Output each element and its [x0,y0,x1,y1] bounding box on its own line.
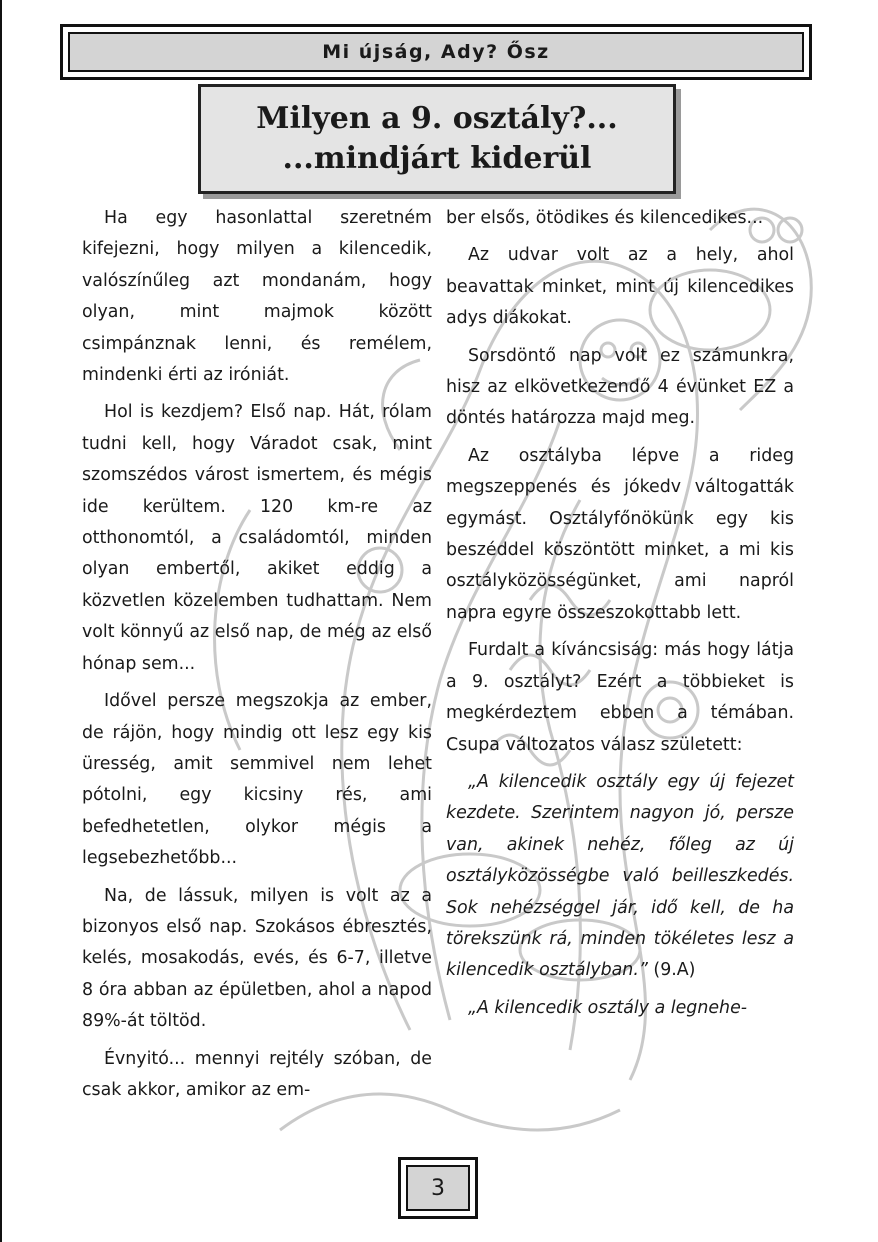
paragraph: Sorsdöntő nap volt ez számunkra, hisz az elkövetkezendő 4 évünket EZ a döntés határozza majd meg. [446,345,794,429]
student-quote: „A kilencedik osztály a legnehe- [468,997,748,1018]
paragraph: Furdalt a kíváncsiság: más hogy látja a 9. osztályt? Ezért a többieket is megkérdeztem ebben a témában. Csupa változatos válasz született: [446,640,794,755]
paragraph: ber elsős, ötödikes és kilencedikes... [446,208,764,228]
student-quote [446,767,794,987]
right-text-column [446,203,794,1030]
paragraph: Idővel persze megszokja az ember, de rájön, hogy mindig ott lesz egy kis üresség, amit semmivel nem lehet pótolni, egy kicsiny rés, ami befedhetetlen, olykor mégis a legsebezhetőbb... [82,691,432,869]
paragraph: Na, de lássuk, milyen is volt az a bizonyos első nap. Szokásos ébresztés, kelés, mosakodás, evés, és 6-7, illetve 8 óra abban az épületben, ahol a napod 89%-át töltöd. [82,885,432,1032]
quote-text: „A kilencedik osztály egy új fejezet kezdete. Szerintem nagyon jó, persze van, akinek nehéz, főleg az új osztályközösségbe való beilleszkedés. Sok nehézséggel jár, idő kell, de ha törekszünk rá, minden tökéletes lesz a kilencedik osztályban.” [446,771,794,981]
article-title [198,84,676,194]
left-text-column [82,203,432,1112]
page-edge-line [0,0,2,1242]
paragraph: Hol is kezdjem? Első nap. Hát, rólam tudni kell, hogy Váradot csak, mint szomszédos várost ismertem, és mégis ide kerültem. 120 km-re az otthonomtól, a családomtól, minden olyan embertől, akiket eddig a közvetlen közelemben tudhattam. Nem volt könnyű az első nap, de még az első hónap sem... [82,402,432,674]
page-number-box [398,1157,478,1219]
paragraph: Ha egy hasonlattal szeretném kifejezni, hogy milyen a kilencedik, valószínűleg azt mondanám, hogy olyan, mint majmok között csimpánznak lenni, és remélem, mindenki érti az iróniát. [82,208,432,386]
paragraph: Évnyitó... mennyi rejtély szóban, de csak akkor, amikor az em- [82,1048,432,1100]
page-number: 3 [406,1165,470,1211]
running-header-title: Mi újság, Ady? Ősz [68,32,804,72]
running-header [60,24,812,80]
article-title-line-2: ...mindjárt kiderül [282,141,592,176]
article-title-line-1: Milyen a 9. osztály?... [256,101,618,136]
quote-source: (9.A) [647,960,696,981]
paragraph: Az osztályba lépve a rideg megszeppenés és jókedv váltogatták egymást. Osztályfőnökünk egy kis beszéddel köszöntött minket, a mi kis osztályközösségünket, ami napról napra egyre összeszokottabb lett. [446,445,794,623]
paragraph: Az udvar volt az a hely, ahol beavattak minket, mint új kilencedikes adys diákokat. [446,245,794,329]
